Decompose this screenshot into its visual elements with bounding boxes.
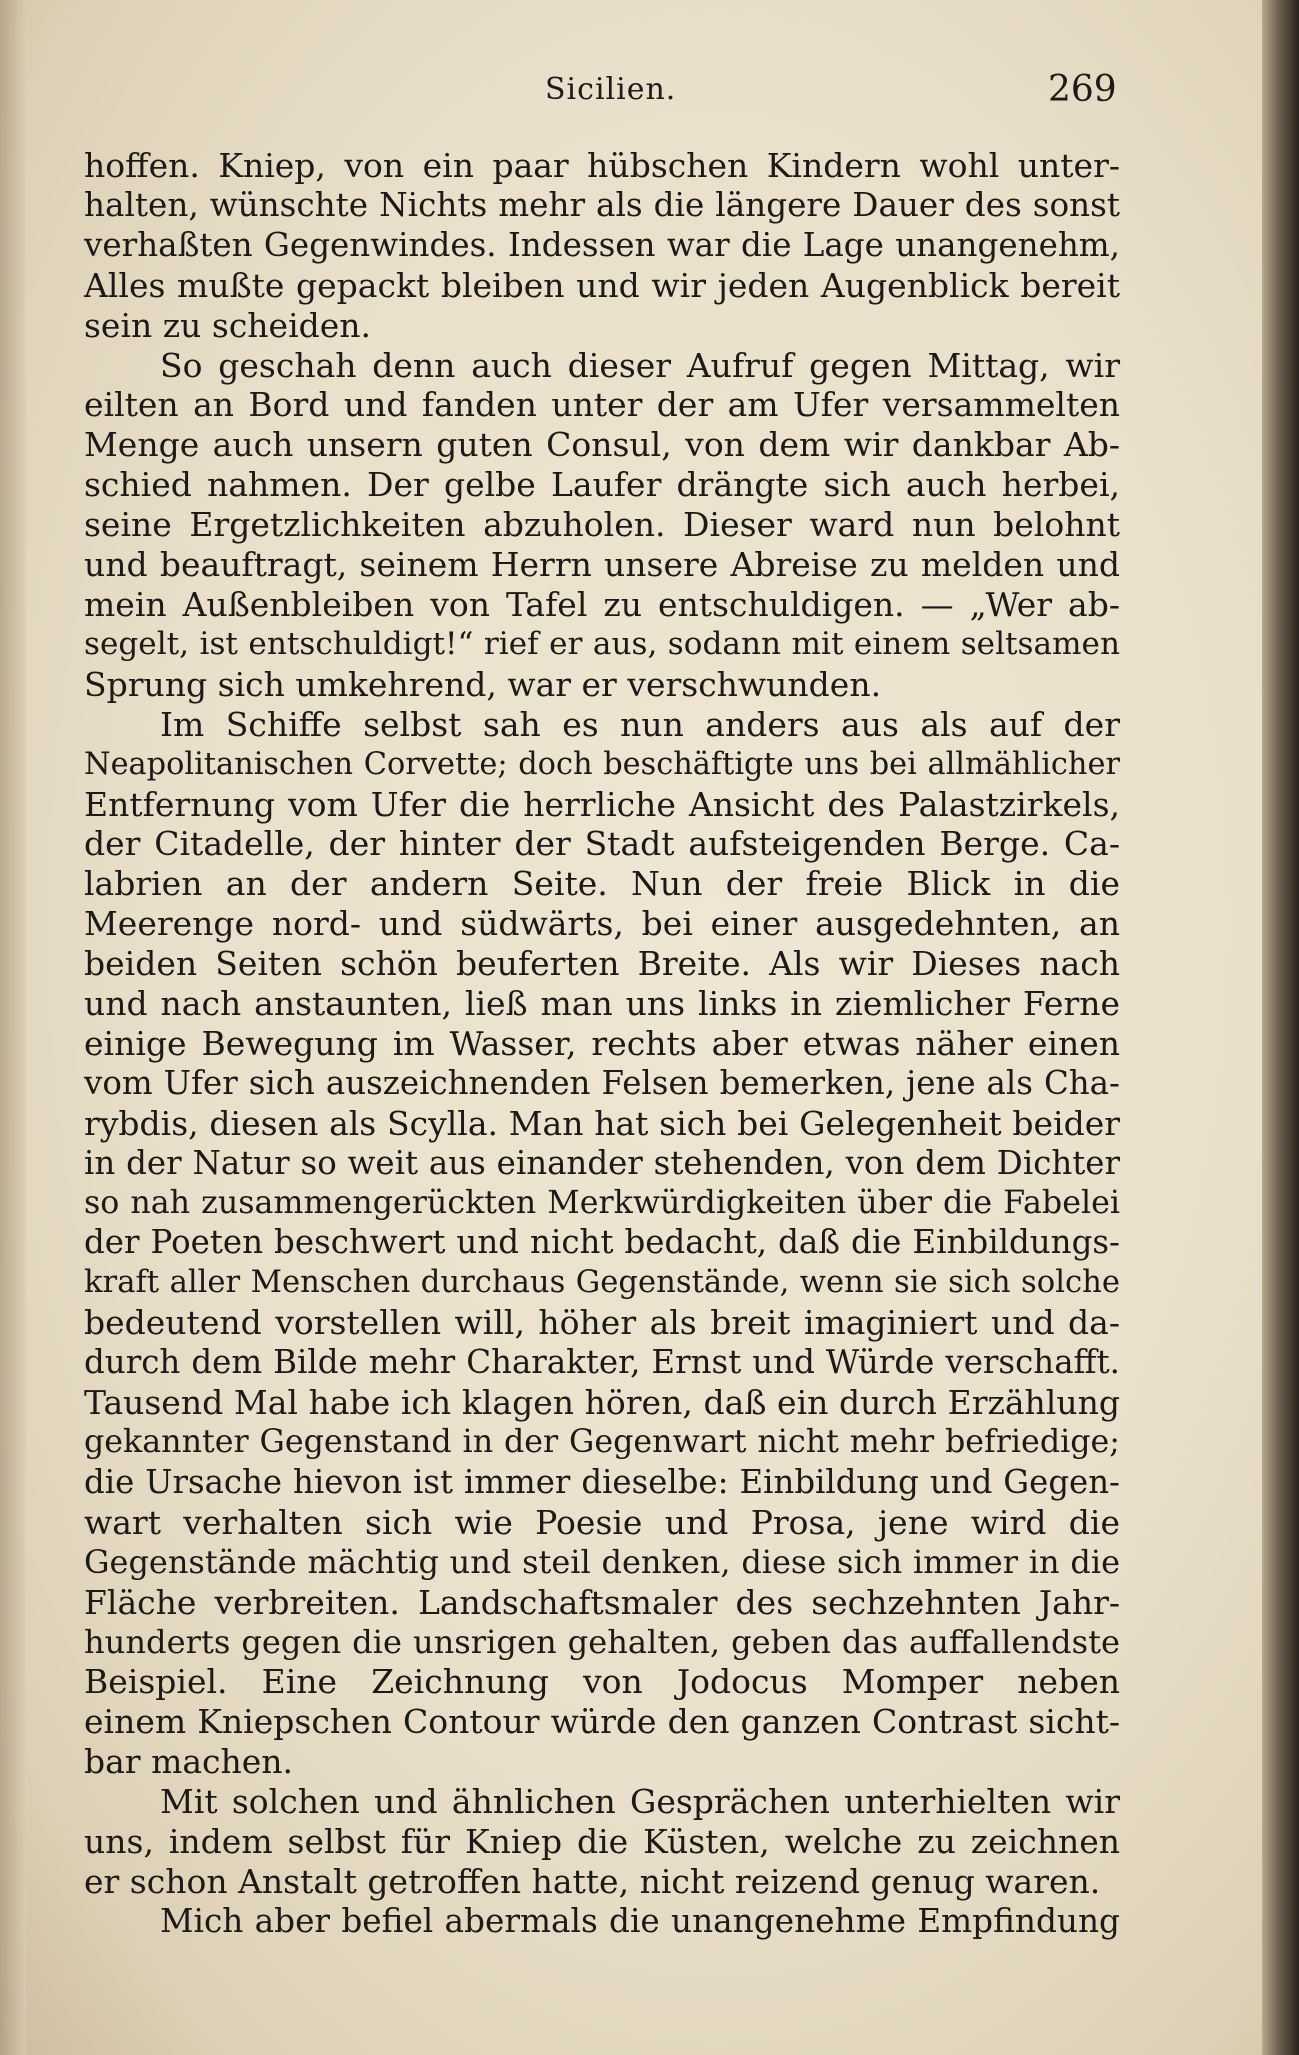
text-line: Mit solchen und ähnlichen Gesprächen unterhielten wir (160, 1782, 1120, 1822)
text-line: kraft aller Menschen durchaus Gegenstände, wenn sie sich solche (84, 1265, 1120, 1301)
text-line: sein zu scheiden. (84, 305, 372, 345)
page-header (0, 66, 1299, 114)
text-line: mein Außenbleiben von Tafel zu entschuldigen. — „Wer ab- (84, 584, 1120, 624)
text-line: so nah zusammengerückten Merkwürdigkeiten über die Fabelei (84, 1184, 1120, 1221)
text-line: Alles mußte gepackt bleiben und wir jeden Augenblick bereit (84, 265, 1120, 305)
text-line: hunderts gegen die unsrigen gehalten, geben das auffallendste (84, 1622, 1120, 1661)
text-line: verhaßten Gegenwindes. Indessen war die Lage unangenehm, (84, 225, 1120, 264)
text-line: er schon Anstalt getroffen hatte, nicht reizend genug waren. (84, 1861, 1101, 1901)
text-line: durch dem Bilde mehr Charakter, Ernst und Würde verschafft. (84, 1343, 1120, 1382)
text-line: einige Bewegung im Wasser, rechts aber etwas näher einen (84, 1023, 1120, 1063)
text-line: Sprung sich umkehrend, war er verschwunden. (84, 664, 882, 704)
text-line: Beispiel. Eine Zeichnung von Jodocus Momper neben (84, 1662, 1120, 1702)
text-line: vom Ufer sich auszeichnenden Felsen bemerken, jene als Cha- (84, 1063, 1120, 1102)
text-line: der Poeten beschwert und nicht bedacht, daß die Einbildungs- (84, 1223, 1120, 1262)
running-title: Sicilien. (545, 72, 677, 107)
text-line: und nach anstaunten, ließ man uns links in ziemlicher Ferne (84, 984, 1120, 1024)
text-line: rybdis, diesen als Scylla. Man hat sich bei Gelegenheit beider (84, 1103, 1120, 1143)
text-line: beiden Seiten schön beuferten Breite. Als wir Dieses nach (84, 944, 1120, 984)
text-line: eilten an Bord und fanden unter der am Ufer versammelten (84, 385, 1120, 425)
text-line: in der Natur so weit aus einander stehenden, von dem Dichter (84, 1143, 1120, 1182)
text-line: Fläche verbreiten. Landschaftsmaler des sechzehnten Jahr- (84, 1582, 1120, 1622)
text-line: So geschah denn auch dieser Aufruf gegen Mittag, wir (160, 345, 1120, 385)
body-text (84, 146, 1120, 1942)
text-line: hoffen. Kniep, von ein paar hübschen Kindern wohl unter- (84, 146, 1120, 185)
text-line: wart verhalten sich wie Poesie und Prosa, jene wird die (84, 1502, 1120, 1542)
text-line: der Citadelle, der hinter der Stadt aufsteigenden Berge. Ca- (84, 824, 1120, 864)
text-line: Neapolitanischen Corvette; doch beschäftigte uns bei allmählicher (84, 746, 1120, 782)
page-edge (1262, 0, 1299, 2055)
text-line: uns, indem selbst für Kniep die Küsten, welche zu zeichnen (84, 1822, 1120, 1862)
text-line: Gegenstände mächtig und steil denken, diese sich immer in die (84, 1542, 1120, 1581)
text-line: einem Kniepschen Contour würde den ganzen Contrast sicht- (84, 1702, 1120, 1742)
text-line: bar machen. (84, 1742, 294, 1782)
text-line: gekannter Gegenstand in der Gegenwart nicht mehr befriedige; (84, 1424, 1120, 1460)
text-line: Entfernung vom Ufer die herrliche Ansicht des Palastzirkels, (84, 784, 1120, 824)
text-line: seine Ergetzlichkeiten abzuholen. Dieser ward nun belohnt (84, 505, 1120, 545)
text-line: halten, wünschte Nichts mehr als die längere Dauer des sonst (84, 185, 1120, 224)
text-line: Im Schiffe selbst sah es nun anders aus als auf der (160, 704, 1120, 744)
text-line: die Ursache hievon ist immer dieselbe: Einbildung und Gegen- (84, 1462, 1120, 1501)
page-gutter (0, 0, 26, 2055)
text-line: segelt, ist entschuldigt!“ rief er aus, sodann mit einem seltsamen (84, 625, 1120, 662)
text-line: labrien an der andern Seite. Nun der freie Blick in die (84, 864, 1120, 904)
text-line: Tausend Mal habe ich klagen hören, daß ein durch Erzählung (84, 1383, 1120, 1423)
page-number: 269 (1048, 69, 1117, 110)
text-line: Meerenge nord- und südwärts, bei einer ausgedehnten, an (84, 904, 1120, 944)
text-line: bedeutend vorstellen will, höher als breit imaginiert und da- (84, 1303, 1120, 1343)
text-line: Menge auch unsern guten Consul, von dem wir dankbar Ab- (84, 425, 1120, 465)
text-line: und beauftragt, seinem Herrn unsere Abreise zu melden und (84, 545, 1120, 585)
text-line: Mich aber befiel abermals die unangenehme Empfindung (160, 1901, 1120, 1940)
text-line: schied nahmen. Der gelbe Laufer drängte sich auch herbei, (84, 465, 1120, 505)
